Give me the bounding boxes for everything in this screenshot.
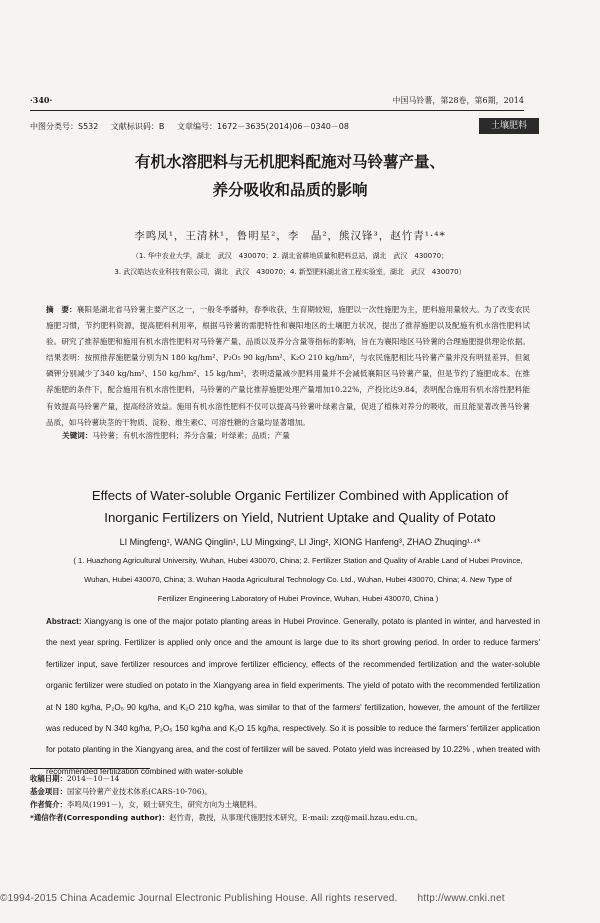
corr-label: *通信作者(Corresponding author)： [30,813,170,822]
en-authors: LI Mingfeng¹, WANG Qinglin¹, LU Mingxing², LI Jing², XIONG Hanfeng³, ZHAO Zhuqing¹·⁴* [119,537,481,547]
cn-authors: 李鸣凤¹，王清林¹，鲁明星²，李 晶²，熊汉锋³，赵竹青¹·⁴* [134,230,446,242]
classification-line [30,121,450,132]
article-id: 文章编号：1672－3635(2014)06－0340－08 [176,122,349,131]
footnote-fund [30,785,550,798]
journal-issue: 中国马铃薯，第28卷，第6期，2014 [392,96,524,105]
copyright-footer [0,893,600,904]
cn-abstract [46,302,530,431]
copyright-text: ©1994-2015 China Academic Journal Electronic Publishing House. All rights reserved. [0,893,398,904]
footnote-bio [30,798,550,811]
page-number: ·340· [30,95,53,105]
received-date: 2014－10－14 [66,774,120,783]
clc-number: 中图分类号：S532 [30,122,99,131]
cn-affiliation-line1: （1. 华中农业大学，湖北 武汉 430070；2. 湖北省耕地质量和肥料总站，湖北 武汉 430070； [131,252,449,260]
fund-text: 国家马铃薯产业技术体系(CARS-10-706)。 [66,787,212,796]
cn-title-line1: 有机水溶肥料与无机肥料配施对马铃薯产量、 [134,153,445,171]
en-abstract-text: Xiangyang is one of the major potato planting areas in Hubei Province. Generally, potato is planted in winter, and harvested in the next year spring. Fertilizer is applied only once and the amount is large due to its short growing period. In order to reduce farmers' fertilizer input, save fertilizer resources and improve fertilizer efficiency, effects of the recommended fertilization and the water-soluble organic fertilizer were studied on potato in the Xiangyang area in field experiments. The yield of potato with the recommended fertilization at N 180 kg/ha, P₂O₅ 90 kg/ha, and K₂O 210 kg/ha, was similar to that of the farmers' fertilization, however, the amount of the fertilizer was reduced by N 340 kg/ha, P₂O₅ 150 kg/ha and K₂O 15 kg/ha, respectively. So it is possible to reduce the farmers' fertilizer application for potato planting in the Xiangyang area, and the cost of fertilizer will be saved. Potato yield was increased by 10.22% , when treated with recommended fertilization combined with water-soluble [46,617,541,776]
en-affiliation-line3: Fertilizer Engineering Laboratory of Hubei Province, Wuhan, Hubei 430070, China ) [157,594,439,603]
cn-keywords-text: 马铃薯；有机水溶性肥料；养分含量；叶绿素；品质；产量 [92,431,290,440]
footnote-rule [30,768,150,769]
en-affiliation-line2: Wuhan, Hubei 430070, China; 3. Wuhan Haoda Agricultural Technology Co. Ltd., Wuhan, Hubei 430070, China; 4. New Type of [84,575,512,584]
corr-text: 赵竹青，教授，从事现代施肥技术研究，E-mail: zzq@mail.hzau.edu.cn。 [169,813,423,822]
cn-abstract-text: 襄阳是湖北省马铃薯主要产区之一，一般冬季播种，春季收获，生育期较短，施肥以一次性施肥为主，肥料施用量较大。为了改变农民施肥习惯，节约肥料资源，提高肥料利用率，根据马铃薯的需肥特性和襄阳地区的土壤肥力状况，提出了推荐施肥以及配施有机水溶性肥料试验。研究了推荐施肥和施用有机水溶性肥料对马铃薯产量、品质以及养分含量等指标的影响，旨在为襄阳地区马铃薯的合理施肥提供理论依据。结果表明：按照推荐施肥量分别为N 180 kg/hm²、P₂O₅ 90 kg/hm²、K₂O 210 kg/hm²，与农民施肥相比马铃薯产量并没有明显差异，但氮磷钾分别减少了340 kg/hm²、150 kg/hm²、15 kg/hm²，表明适量减少肥料用量并不会减低襄阳区马铃薯产量，但是节约了施肥成本。在推荐施肥的条件下，配合施用有机水溶性肥料，马铃薯的产量比推荐施肥处理产量增加10.22%，产投比达9.84，表明配合施用有机水溶性肥料能有效提高马铃薯产量，提高经济效益。施用有机水溶性肥料不仅可以提高马铃薯叶绿素含量，促进了植株对养分的吸收，而且能显著改善马铃薯品质，如马铃薯块茎的干物质、淀粉、维生素C、可溶性糖的含量均显著增加。 [46,305,531,427]
cnki-link[interactable]: http://www.cnki.net [417,893,505,904]
section-badge: 土壤肥料 [479,118,539,134]
en-title-line2: Inorganic Fertilizers on Yield, Nutrient Uptake and Quality of Potato [104,510,496,525]
en-title-line1: Effects of Water-soluble Organic Fertilizer Combined with Application of [91,488,509,503]
cn-abstract-label: 摘 要： [46,305,77,314]
received-label: 收稿日期： [30,774,67,783]
en-abstract [46,611,540,782]
document-code: 文献标识码：B [110,122,165,131]
header-rule [30,110,524,111]
bio-label: 作者简介： [30,800,67,809]
footnote-corresponding [30,811,550,824]
cn-keywords-label: 关键词： [62,431,93,440]
cn-title-line2: 养分吸收和品质的影响 [212,181,368,199]
cn-affiliation-line2: 3. 武汉皓达农业科技有限公司，湖北 武汉 430070；4. 新型肥料湖北省工程实验室，湖北 武汉 430070） [114,268,466,276]
en-affiliation-line1: ( 1. Huazhong Agricultural University, Wuhan, Hubei 430070, China; 2. Fertilizer Station and Quality of Arable Land of Hubei Province, [73,556,523,565]
cn-keywords [62,430,530,441]
fund-label: 基金项目： [30,787,67,796]
en-abstract-label: Abstract: [46,617,82,626]
footnote-received [30,772,550,785]
bio-text: 李鸣凤(1991－)，女，硕士研究生，研究方向为土壤肥料。 [66,800,262,809]
